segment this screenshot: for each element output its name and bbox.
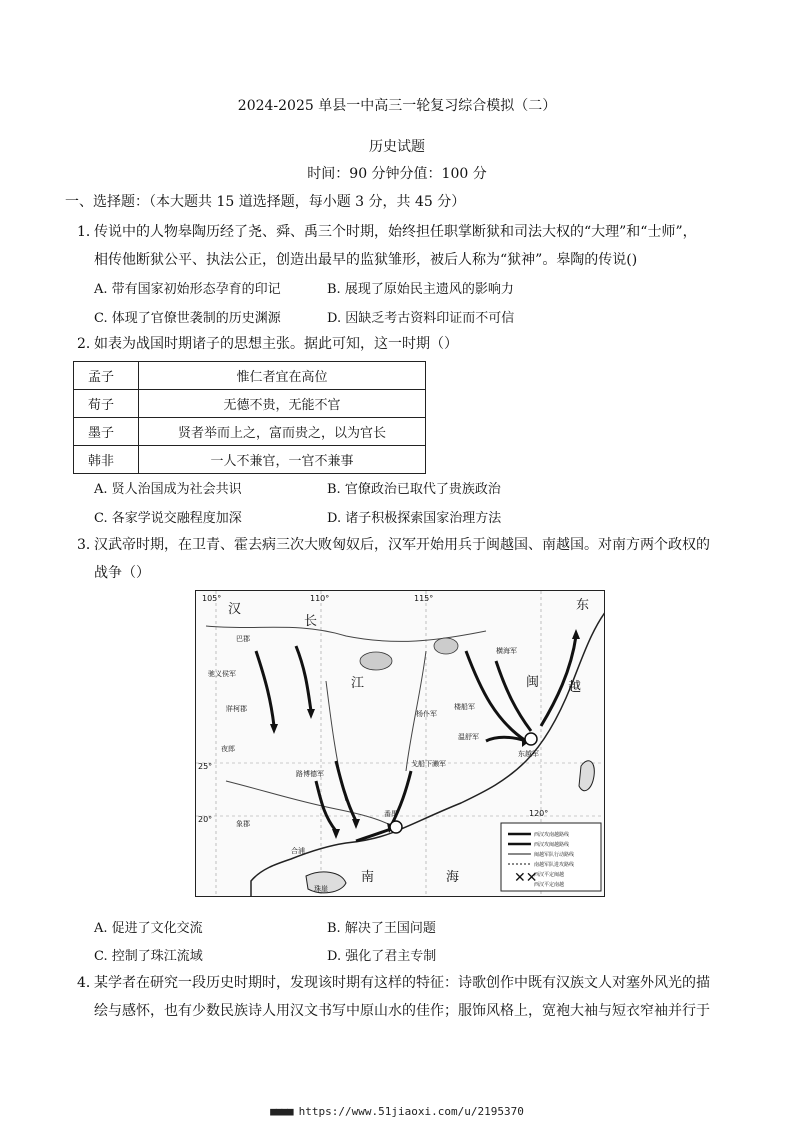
exam-subject: 历史试题 (369, 139, 425, 155)
option-b[interactable]: B. 官僚政治已取代了贵族政治 (327, 482, 501, 497)
legend-label: 闽越军队行动路线 (534, 852, 575, 858)
question-number: 3． (77, 537, 100, 553)
table-row (74, 362, 426, 390)
section-heading: 一、选择题：（本大题共 15 道选择题，每小题 3 分，共 45 分） (65, 194, 466, 210)
footer-url[interactable]: https://www.51jiaoxi.com/u/2195370 (298, 1105, 524, 1118)
region-label: 南 (361, 870, 375, 885)
thinkers-table (73, 361, 426, 474)
thinker-idea: 惟仁者宜在高位 (139, 362, 426, 390)
lat-label: 20° (198, 815, 213, 824)
place-label: 温舒军 (458, 733, 479, 741)
place-label: 杨仆军 (416, 710, 437, 718)
place-label: 合浦 (291, 847, 305, 855)
region-label: 海 (446, 870, 460, 885)
option-d[interactable]: D. 诸子积极探索国家治理方法 (327, 511, 502, 526)
table-row (74, 446, 426, 474)
legend-label: 西汉平定南越 (534, 882, 565, 888)
watermark-logo: ■■■■ (270, 1105, 293, 1118)
thinker-name: 荀子 (74, 390, 139, 418)
place-label: 戈船下濑军 (411, 760, 446, 768)
question-1 (77, 218, 717, 274)
question-stem: 汉武帝时期，在卫青、霍去病三次大败匈奴后，汉军开始用兵于闽越国、南越国。对南方两个政权的 (94, 537, 710, 553)
exam-title: 2024-2025 单县一中高三一轮复习综合模拟（二） (237, 98, 557, 114)
historical-map (195, 590, 605, 897)
legend-label: 南越军队进攻路线 (534, 862, 575, 868)
option-a[interactable]: A. 促进了文化交流 (94, 921, 203, 936)
place-label: 夜郎 (221, 745, 235, 753)
region-label: 汉 (228, 602, 242, 617)
question-stem: 传说中的人物皋陶历经了尧、舜、禹三个时期，始终担任职掌断狱和司法大权的“大理”和“士师”， (94, 224, 697, 240)
thinker-name: 韩非 (74, 446, 139, 474)
lon-label: 120° (529, 809, 549, 818)
place-label: 珠崖 (314, 885, 328, 893)
lon-label: 115° (414, 594, 434, 603)
question-stem: 某学者在研究一段历史时期时，发现该时期有这样的特征：诗歌创作中既有汉族文人对塞外风光的描 (94, 975, 710, 991)
region-label: 东 (576, 598, 590, 613)
question-number: 1． (77, 224, 100, 240)
lon-label: 110° (310, 594, 330, 603)
time-score-info: 时间：90 分钟分值：100 分 (307, 166, 487, 182)
region-label: 长 (304, 614, 318, 629)
question-stem-cont: 相传他断狱公平、执法公正，创造出最早的监狱雏形，被后人称为“狱神”。皋陶的传说() (94, 252, 638, 268)
question-number: 4． (77, 975, 100, 991)
option-a[interactable]: A. 贤人治国成为社会共识 (94, 482, 242, 497)
question-2 (77, 330, 717, 358)
place-label: 驰义侯军 (208, 670, 236, 678)
legend-label: 西汉攻闽越路线 (534, 842, 570, 848)
place-label: 横海军 (496, 647, 517, 655)
place-label: 番禺 (384, 810, 398, 818)
place-label: 象郡 (236, 820, 250, 828)
option-c[interactable]: C. 各家学说交融程度加深 (94, 511, 242, 526)
option-c[interactable]: C. 控制了珠江流域 (94, 949, 203, 964)
thinker-idea: 贤者举而上之，富而贵之，以为官长 (139, 418, 426, 446)
place-label: 路博德军 (296, 770, 324, 778)
question-4 (77, 969, 717, 1025)
thinker-idea: 无德不贵，无能不官 (139, 390, 426, 418)
region-label: 江 (351, 676, 365, 691)
region-label: 越 (568, 680, 582, 695)
place-label: 牂柯郡 (226, 705, 247, 713)
question-stem: 如表为战国时期诸子的思想主张。据此可知，这一时期（） (94, 336, 458, 352)
legend-label: 西汉平定闽越 (534, 872, 565, 878)
question-stem-cont: 绘与感怀，也有少数民族诗人用汉文书写中原山水的佳作；服饰风格上，宽袍大袖与短衣窄袖并行于 (94, 1003, 710, 1019)
map-drawing (196, 591, 605, 897)
question-3 (77, 531, 717, 587)
question-stem-cont: 战争（） (94, 565, 150, 581)
defeat-marker-icon: ✕✕ (514, 870, 538, 886)
place-label: 巴郡 (236, 635, 250, 643)
table-row (74, 390, 426, 418)
place-label: 东越军 (518, 750, 539, 758)
region-label: 闽 (526, 675, 540, 690)
option-d[interactable]: D. 强化了君主专制 (327, 949, 437, 964)
option-b[interactable]: B. 解决了王国问题 (327, 921, 436, 936)
legend-label: 西汉攻南越路线 (534, 832, 570, 838)
place-label: 楼船军 (454, 703, 475, 711)
thinker-name: 孟子 (74, 362, 139, 390)
option-b[interactable]: B. 展现了原始民主遗风的影响力 (327, 282, 514, 297)
thinker-name: 墨子 (74, 418, 139, 446)
footer (0, 1105, 794, 1118)
option-c[interactable]: C. 体现了官僚世袭制的历史渊源 (94, 311, 281, 326)
option-d[interactable]: D. 因缺乏考古资料印证而不可信 (327, 311, 515, 326)
option-a[interactable]: A. 带有国家初始形态孕育的印记 (94, 282, 281, 297)
thinker-idea: 一人不兼官，一官不兼事 (139, 446, 426, 474)
question-number: 2． (77, 336, 100, 352)
lat-label: 25° (198, 762, 213, 771)
table-row (74, 418, 426, 446)
lon-label: 105° (202, 594, 222, 603)
